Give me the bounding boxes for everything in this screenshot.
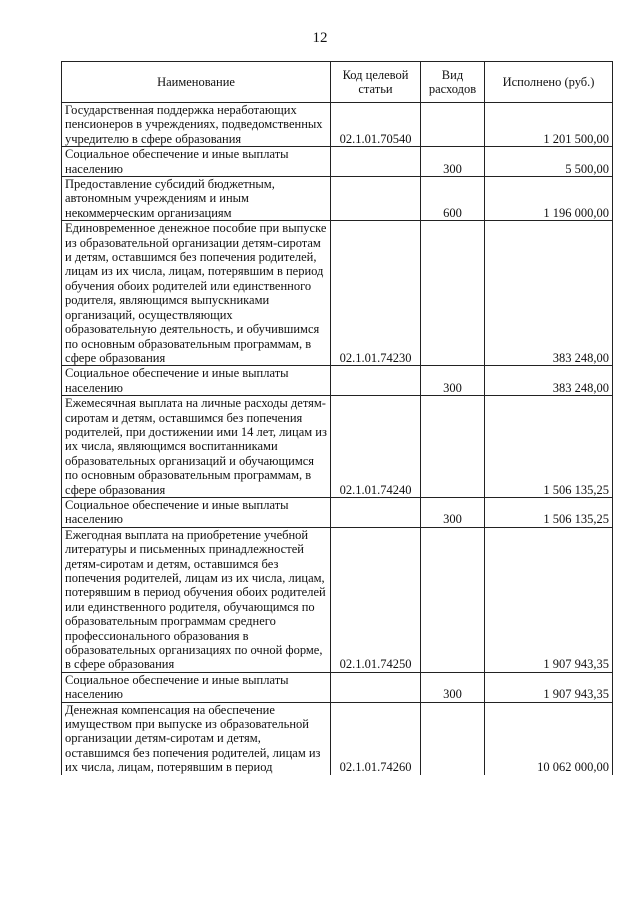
row-code <box>331 177 421 221</box>
row-amount: 1 506 135,25 <box>485 396 613 498</box>
row-expense-type <box>421 702 485 775</box>
header-code: Код целевой статьи <box>331 62 421 103</box>
header-expense-type: Вид расходов <box>421 62 485 103</box>
table-row <box>62 177 613 221</box>
table-row <box>62 366 613 396</box>
row-amount: 383 248,00 <box>485 366 613 396</box>
row-amount: 5 500,00 <box>485 147 613 177</box>
row-expense-type: 300 <box>421 366 485 396</box>
row-name: Единовременное денежное пособие при выпуске из образовательной организации детям-сиротам и детям, оставшимся без попечения родителей, лицам из их числа, лицам, потерявшим в период обучения обоих родителей или единственного родителя, являющимся выпускниками организаций, осуществляющих образовательную деятельность, и обучившимся по основным образовательным программам, в сфере образования <box>62 221 331 366</box>
row-code <box>331 672 421 702</box>
row-amount: 1 201 500,00 <box>485 103 613 147</box>
row-expense-type: 300 <box>421 672 485 702</box>
row-code: 02.1.01.74250 <box>331 527 421 672</box>
row-code: 02.1.01.70540 <box>331 103 421 147</box>
table-row <box>62 221 613 366</box>
table-row <box>62 527 613 672</box>
header-name: Наименование <box>62 62 331 103</box>
row-name: Социальное обеспечение и иные выплаты населению <box>62 497 331 527</box>
row-code <box>331 147 421 177</box>
row-amount: 1 907 943,35 <box>485 527 613 672</box>
row-code <box>331 497 421 527</box>
row-expense-type <box>421 527 485 672</box>
table-row <box>62 396 613 498</box>
table-row <box>62 497 613 527</box>
row-amount: 383 248,00 <box>485 221 613 366</box>
row-expense-type <box>421 103 485 147</box>
row-name: Ежемесячная выплата на личные расходы детям-сиротам и детям, оставшимся без попечения родителей, при достижении ими 14 лет, лицам из их числа, являющимся воспитанниками образовательных организаций и обучающимся по основным образовательным программам, в сфере образования <box>62 396 331 498</box>
row-amount: 1 907 943,35 <box>485 672 613 702</box>
page-number: 12 <box>312 30 328 46</box>
table-row <box>62 147 613 177</box>
row-code: 02.1.01.74260 <box>331 702 421 775</box>
row-name: Социальное обеспечение и иные выплаты населению <box>62 147 331 177</box>
row-name: Государственная поддержка неработающих пенсионеров в учреждениях, подведомственных учредителю в сфере образования <box>62 103 331 147</box>
table-row <box>62 103 613 147</box>
row-name: Социальное обеспечение и иные выплаты населению <box>62 672 331 702</box>
row-code: 02.1.01.74230 <box>331 221 421 366</box>
row-expense-type <box>421 396 485 498</box>
table-row <box>62 702 613 775</box>
row-name: Ежегодная выплата на приобретение учебной литературы и письменных принадлежностей детям-сиротам и детям, оставшимся без попечения родителей, лицам из их числа, лицам, потерявшим в период обучения обоих родителей или единственного родителя, обучающимся по образовательным программам среднего профессионального образования в образовательных организациях по очной форме, в сфере образования <box>62 527 331 672</box>
row-amount: 1 506 135,25 <box>485 497 613 527</box>
row-name: Социальное обеспечение и иные выплаты населению <box>62 366 331 396</box>
budget-execution-table <box>61 61 613 775</box>
row-expense-type <box>421 221 485 366</box>
row-amount: 1 196 000,00 <box>485 177 613 221</box>
row-code: 02.1.01.74240 <box>331 396 421 498</box>
row-name: Денежная компенсация на обеспечение имуществом при выпуске из образовательной организации детям-сиротам и детям, оставшимся без попечения родителей, лицам из их числа, лицам, потерявшим в период <box>62 702 331 775</box>
row-name: Предоставление субсидий бюджетным, автономным учреждениям и иным некоммерческим организациям <box>62 177 331 221</box>
row-expense-type: 300 <box>421 497 485 527</box>
row-expense-type: 600 <box>421 177 485 221</box>
row-expense-type: 300 <box>421 147 485 177</box>
table-header-row <box>62 62 613 103</box>
row-code <box>331 366 421 396</box>
header-amount: Исполнено (руб.) <box>485 62 613 103</box>
row-amount: 10 062 000,00 <box>485 702 613 775</box>
table-row <box>62 672 613 702</box>
